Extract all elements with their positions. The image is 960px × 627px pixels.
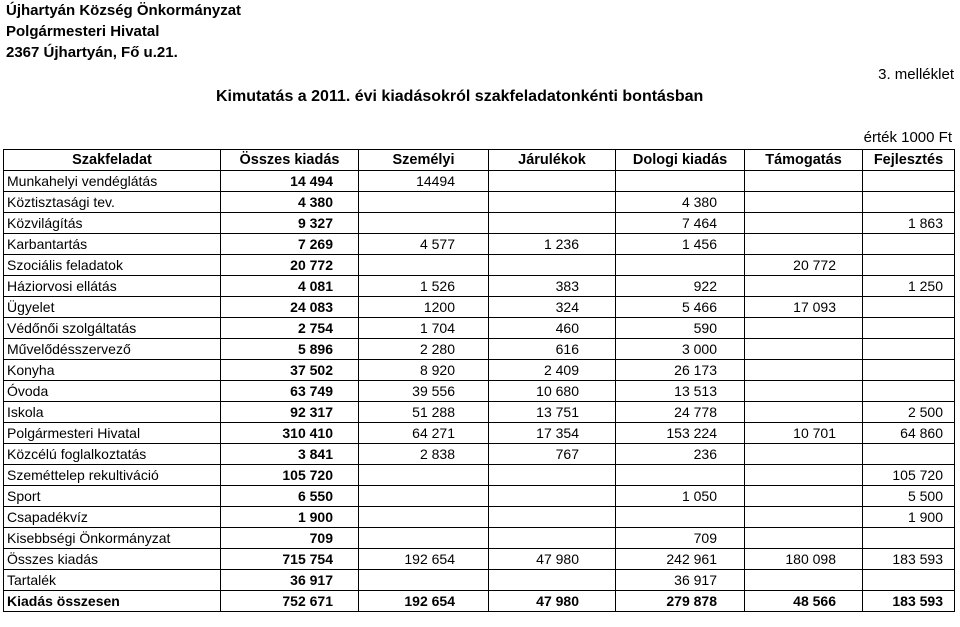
value-cell: 709 xyxy=(616,528,745,549)
value-cell: 14494 xyxy=(359,171,489,192)
value-cell: 14 494 xyxy=(221,171,359,192)
value-cell xyxy=(863,444,955,465)
value-cell: 36 917 xyxy=(616,570,745,591)
table-row xyxy=(4,528,955,549)
row-label-cell: Művelődésszervező xyxy=(4,339,221,360)
value-cell xyxy=(745,381,863,402)
value-cell: 460 xyxy=(489,318,616,339)
row-label-cell: Konyha xyxy=(4,360,221,381)
value-cell: 2 838 xyxy=(359,444,489,465)
value-cell: 17 354 xyxy=(489,423,616,444)
table-row xyxy=(4,171,955,192)
expenditure-table xyxy=(3,149,955,612)
table-row xyxy=(4,507,955,528)
table-row xyxy=(4,255,955,276)
value-cell xyxy=(745,486,863,507)
value-cell: 1 236 xyxy=(489,234,616,255)
value-cell xyxy=(745,528,863,549)
value-cell: 1200 xyxy=(359,297,489,318)
value-cell xyxy=(745,276,863,297)
value-cell xyxy=(489,213,616,234)
row-label-cell: Munkahelyi vendéglátás xyxy=(4,171,221,192)
value-cell xyxy=(745,465,863,486)
value-cell: 3 000 xyxy=(616,339,745,360)
value-cell xyxy=(359,465,489,486)
table-row xyxy=(4,339,955,360)
address: 2367 Újhartyán, Fő u.21. xyxy=(6,44,178,61)
value-cell: 5 466 xyxy=(616,297,745,318)
value-cell: 590 xyxy=(616,318,745,339)
table-row xyxy=(4,570,955,591)
value-cell xyxy=(489,465,616,486)
value-cell: 39 556 xyxy=(359,381,489,402)
column-header: Támogatás xyxy=(745,150,863,171)
value-cell: 180 098 xyxy=(745,549,863,570)
value-cell xyxy=(863,171,955,192)
value-cell xyxy=(863,234,955,255)
value-cell xyxy=(745,234,863,255)
value-cell xyxy=(745,213,863,234)
value-cell xyxy=(359,528,489,549)
value-cell: 4 380 xyxy=(616,192,745,213)
table-row xyxy=(4,486,955,507)
column-header: Szakfeladat xyxy=(4,150,221,171)
value-cell: 4 380 xyxy=(221,192,359,213)
table-row xyxy=(4,192,955,213)
row-label-cell: Kiadás összesen xyxy=(4,591,221,612)
value-cell: 36 917 xyxy=(221,570,359,591)
value-cell: 4 577 xyxy=(359,234,489,255)
table-row xyxy=(4,234,955,255)
value-cell: 24 778 xyxy=(616,402,745,423)
table-row xyxy=(4,423,955,444)
value-cell: 7 269 xyxy=(221,234,359,255)
row-label-cell: Védőnői szolgáltatás xyxy=(4,318,221,339)
value-cell xyxy=(616,507,745,528)
value-cell xyxy=(863,360,955,381)
value-cell: 9 327 xyxy=(221,213,359,234)
value-cell: 2 280 xyxy=(359,339,489,360)
page-title: Kimutatás a 2011. évi kiadásokról szakfeladatonkénti bontásban xyxy=(216,88,704,105)
value-cell xyxy=(863,528,955,549)
row-label-cell: Csapadékvíz xyxy=(4,507,221,528)
column-header: Személyi xyxy=(359,150,489,171)
value-cell: 715 754 xyxy=(221,549,359,570)
row-label-cell: Szeméttelep rekultiváció xyxy=(4,465,221,486)
value-cell xyxy=(863,255,955,276)
value-cell: 279 878 xyxy=(616,591,745,612)
value-cell: 3 841 xyxy=(221,444,359,465)
row-label-cell: Ügyelet xyxy=(4,297,221,318)
table-row xyxy=(4,360,955,381)
table-row xyxy=(4,276,955,297)
value-cell: 1 900 xyxy=(221,507,359,528)
value-cell: 383 xyxy=(489,276,616,297)
value-cell xyxy=(359,486,489,507)
value-cell xyxy=(489,507,616,528)
value-cell: 192 654 xyxy=(359,549,489,570)
value-cell xyxy=(745,171,863,192)
value-cell: 47 980 xyxy=(489,591,616,612)
value-cell: 2 409 xyxy=(489,360,616,381)
value-cell xyxy=(863,381,955,402)
value-cell: 10 680 xyxy=(489,381,616,402)
value-cell xyxy=(359,507,489,528)
value-cell: 92 317 xyxy=(221,402,359,423)
value-cell: 105 720 xyxy=(221,465,359,486)
table-row xyxy=(4,444,955,465)
value-cell xyxy=(616,171,745,192)
value-cell: 47 980 xyxy=(489,549,616,570)
value-cell: 153 224 xyxy=(616,423,745,444)
value-cell xyxy=(489,192,616,213)
table-row xyxy=(4,591,955,612)
value-cell: 183 593 xyxy=(863,549,955,570)
value-cell: 26 173 xyxy=(616,360,745,381)
value-cell: 1 250 xyxy=(863,276,955,297)
value-cell: 709 xyxy=(221,528,359,549)
value-cell: 2 500 xyxy=(863,402,955,423)
value-cell xyxy=(616,465,745,486)
value-cell: 242 961 xyxy=(616,549,745,570)
value-cell: 5 896 xyxy=(221,339,359,360)
row-label-cell: Összes kiadás xyxy=(4,549,221,570)
value-cell: 1 900 xyxy=(863,507,955,528)
value-cell: 1 704 xyxy=(359,318,489,339)
value-cell xyxy=(745,570,863,591)
value-cell: 20 772 xyxy=(221,255,359,276)
value-cell: 752 671 xyxy=(221,591,359,612)
row-label-cell: Szociális feladatok xyxy=(4,255,221,276)
value-cell: 48 566 xyxy=(745,591,863,612)
value-cell: 64 860 xyxy=(863,423,955,444)
value-cell: 1 050 xyxy=(616,486,745,507)
table-row xyxy=(4,402,955,423)
value-cell: 2 754 xyxy=(221,318,359,339)
value-cell xyxy=(745,507,863,528)
value-cell: 1 456 xyxy=(616,234,745,255)
value-cell xyxy=(863,192,955,213)
value-cell: 183 593 xyxy=(863,591,955,612)
value-cell: 4 081 xyxy=(221,276,359,297)
value-cell xyxy=(359,213,489,234)
value-cell xyxy=(745,192,863,213)
table-row xyxy=(4,213,955,234)
value-cell: 1 863 xyxy=(863,213,955,234)
table-row xyxy=(4,465,955,486)
row-label-cell: Kisebbségi Önkormányzat xyxy=(4,528,221,549)
value-cell: 922 xyxy=(616,276,745,297)
value-cell: 324 xyxy=(489,297,616,318)
value-cell: 63 749 xyxy=(221,381,359,402)
value-cell: 192 654 xyxy=(359,591,489,612)
value-cell xyxy=(863,297,955,318)
column-header: Fejlesztés xyxy=(863,150,955,171)
value-cell: 105 720 xyxy=(863,465,955,486)
value-cell: 51 288 xyxy=(359,402,489,423)
row-label-cell: Háziorvosi ellátás xyxy=(4,276,221,297)
value-cell xyxy=(616,255,745,276)
row-label-cell: Óvoda xyxy=(4,381,221,402)
value-cell xyxy=(863,339,955,360)
value-cell: 13 513 xyxy=(616,381,745,402)
value-cell: 236 xyxy=(616,444,745,465)
value-cell: 8 920 xyxy=(359,360,489,381)
value-cell: 37 502 xyxy=(221,360,359,381)
value-cell: 7 464 xyxy=(616,213,745,234)
value-cell xyxy=(863,318,955,339)
value-cell: 64 271 xyxy=(359,423,489,444)
table-row xyxy=(4,297,955,318)
value-cell xyxy=(745,339,863,360)
value-cell: 5 500 xyxy=(863,486,955,507)
value-cell: 1 526 xyxy=(359,276,489,297)
table-row xyxy=(4,318,955,339)
value-cell xyxy=(863,570,955,591)
value-cell xyxy=(489,255,616,276)
value-cell: 13 751 xyxy=(489,402,616,423)
value-cell xyxy=(489,171,616,192)
value-cell xyxy=(745,402,863,423)
table-header-row xyxy=(4,150,955,171)
value-cell xyxy=(745,318,863,339)
value-cell xyxy=(359,570,489,591)
row-label-cell: Iskola xyxy=(4,402,221,423)
value-cell: 24 083 xyxy=(221,297,359,318)
row-label-cell: Közcélú foglalkoztatás xyxy=(4,444,221,465)
value-cell xyxy=(745,360,863,381)
row-label-cell: Tartalék xyxy=(4,570,221,591)
value-cell: 20 772 xyxy=(745,255,863,276)
table-row xyxy=(4,381,955,402)
value-cell: 17 093 xyxy=(745,297,863,318)
value-cell: 10 701 xyxy=(745,423,863,444)
org-name: Újhartyán Község Önkormányzat xyxy=(6,2,242,19)
annex-label: 3. melléklet xyxy=(878,66,954,83)
row-label-cell: Közvilágítás xyxy=(4,213,221,234)
value-cell: 767 xyxy=(489,444,616,465)
value-cell xyxy=(489,570,616,591)
row-label-cell: Sport xyxy=(4,486,221,507)
value-cell xyxy=(489,528,616,549)
row-label-cell: Polgármesteri Hivatal xyxy=(4,423,221,444)
value-cell: 310 410 xyxy=(221,423,359,444)
column-header: Összes kiadás xyxy=(221,150,359,171)
unit-label: érték 1000 Ft xyxy=(863,129,952,146)
value-cell xyxy=(489,486,616,507)
office-name: Polgármesteri Hivatal xyxy=(6,23,160,40)
value-cell xyxy=(359,192,489,213)
value-cell: 616 xyxy=(489,339,616,360)
column-header: Dologi kiadás xyxy=(616,150,745,171)
value-cell xyxy=(745,444,863,465)
row-label-cell: Karbantartás xyxy=(4,234,221,255)
value-cell xyxy=(359,255,489,276)
table-row xyxy=(4,549,955,570)
value-cell: 6 550 xyxy=(221,486,359,507)
column-header: Járulékok xyxy=(489,150,616,171)
row-label-cell: Köztisztasági tev. xyxy=(4,192,221,213)
